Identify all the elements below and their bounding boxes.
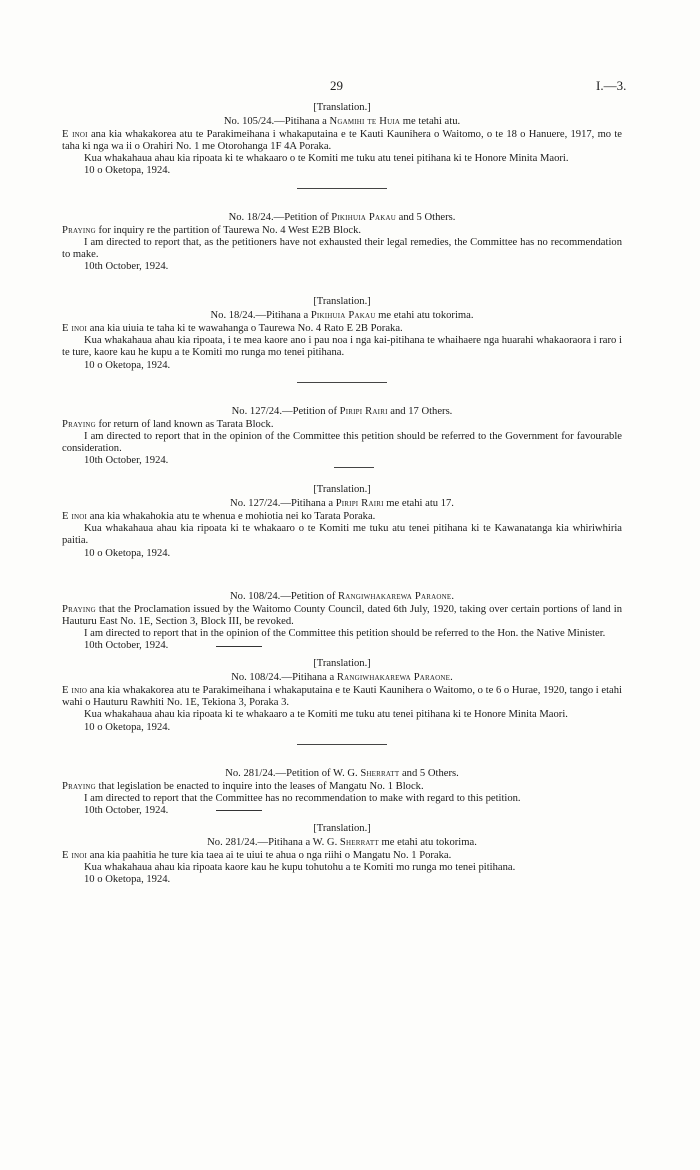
petition-block bbox=[62, 768, 622, 823]
petition-heading bbox=[62, 768, 622, 780]
prayer-text: that the Proclamation issued by the Waitomo County Council, dated 6th July, 1920, taking over certain portions of land in Hauturu East No. 1E, Section 3, Block III, be revoked. bbox=[62, 603, 622, 627]
prayer-text: ana kia uiuia te taha ki te wawahanga o Taurewa No. 4 Rato E 2B Poraka. bbox=[87, 323, 403, 335]
report-paragraph: I am directed to report that, as the petitioners have not exhausted their legal remedies, the Committee has no recommendation to make. bbox=[62, 236, 622, 260]
translation-label: [Translation.] bbox=[313, 484, 371, 496]
heading-prefix: No. 127/24.—Pitihana a bbox=[230, 498, 336, 510]
report-date: 10th October, 1924. bbox=[84, 454, 169, 466]
prayer-text: ana kia whakahokia atu te whenua e mohiotia nei ko Tarata Poraka. bbox=[87, 511, 376, 523]
report-date: 10 o Oketopa, 1924. bbox=[84, 359, 171, 371]
section-divider bbox=[216, 810, 262, 811]
petition-block bbox=[62, 102, 622, 210]
report-paragraph: Kua whakahaua ahau kia ripoata ki te whakaaro o te Komiti me tuku atu tenei pitihana ki te Honore Minita Maori. bbox=[84, 153, 569, 165]
petition-block bbox=[62, 296, 622, 404]
heading-prefix: No. 281/24.—Pitihana a W. G. bbox=[207, 837, 340, 849]
petition-block bbox=[62, 212, 622, 296]
heading-suffix: me etahi atu 17. bbox=[383, 498, 454, 510]
petition-heading bbox=[62, 310, 622, 322]
lead-word: Praying bbox=[62, 224, 96, 236]
translation-label: [Translation.] bbox=[313, 658, 371, 670]
heading-prefix: No. 18/24.—Petition of bbox=[228, 211, 332, 223]
prayer-paragraph bbox=[62, 685, 622, 709]
petitioner-name: Rangiwhakarewa Paraone bbox=[336, 672, 451, 684]
petitioner-name: Piripi Rairi bbox=[339, 405, 388, 417]
prayer-paragraph bbox=[62, 225, 622, 237]
petitioner-name: Ngamihi te Huia bbox=[329, 116, 401, 128]
report-date: 10 o Oketopa, 1924. bbox=[84, 721, 171, 733]
petition-heading bbox=[62, 116, 622, 128]
heading-suffix: . bbox=[450, 672, 453, 684]
report-paragraph: I am directed to report that in the opinion of the Committee this petition should be referred to the Hon. the Native Minister. bbox=[84, 627, 606, 639]
page-header bbox=[0, 78, 700, 94]
petitioner-name: Rangiwhakarewa Paraone bbox=[338, 590, 452, 602]
prayer-paragraph bbox=[62, 604, 622, 628]
petition-heading bbox=[62, 837, 622, 849]
report-paragraph: I am directed to report that the Committee has no recommendation to make with regard to this petition. bbox=[84, 792, 521, 804]
petitioner-name: Piripi Rairi bbox=[335, 498, 384, 510]
prayer-text: that legislation be enacted to inquire into the leases of Mangatu No. 1 Block. bbox=[95, 780, 424, 792]
lead-word: E inoi bbox=[62, 323, 88, 335]
heading-prefix: No. 127/24.—Petition of bbox=[231, 405, 340, 417]
petitioner-name: Pikihuia Pakau bbox=[331, 211, 396, 223]
report-date: 10 o Oketopa, 1924. bbox=[84, 165, 171, 177]
prayer-paragraph bbox=[62, 850, 622, 862]
translation-label: [Translation.] bbox=[313, 296, 371, 308]
lead-word: Praying bbox=[62, 780, 96, 792]
report-date: 10th October, 1924. bbox=[84, 260, 169, 272]
heading-suffix: and 17 Others. bbox=[387, 405, 453, 417]
translation-label: [Translation.] bbox=[313, 823, 371, 835]
petition-block bbox=[62, 591, 622, 658]
prayer-paragraph bbox=[62, 781, 622, 793]
prayer-text: ana kia whakakorea atu te Parakimeihana i whakaputaina e te Kauti Kaunihera o Waitomo, o te 18 o Hanuere, 1917, mo te taha ki nga wa ii o Orahiri No. 1 me Otorohanga 1F 4A Poraka. bbox=[62, 129, 622, 153]
heading-prefix: No. 108/24.—Petition of bbox=[230, 590, 338, 602]
report-paragraph: I am directed to report that in the opinion of the Committee this petition should be referred to the Government for favourable consideration. bbox=[62, 430, 622, 454]
lead-word: E inoi bbox=[62, 850, 88, 862]
paper-reference: I.—3. bbox=[596, 78, 627, 93]
report-date-line bbox=[62, 640, 622, 652]
petitioner-name: Pikihuia Pakau bbox=[310, 310, 376, 322]
report-paragraph: Kua whakahaua ahau kia ripoata kaore kau he kupu tohutohu a te Komiti mo runga mo tenei pitihana. bbox=[84, 862, 516, 874]
prayer-text: for inquiry re the partition of Taurewa No. 4 West E2B Block. bbox=[95, 224, 362, 236]
heading-suffix: me tetahi atu. bbox=[400, 116, 461, 128]
petition-block bbox=[62, 484, 622, 589]
lead-word: E inio bbox=[62, 685, 88, 697]
petition-heading bbox=[62, 498, 622, 510]
heading-prefix: No. 18/24.—Pitihana a bbox=[210, 310, 311, 322]
report-date: 10th October, 1924. bbox=[84, 804, 169, 816]
petition-block bbox=[62, 823, 622, 886]
petition-block bbox=[62, 658, 622, 766]
petition-heading bbox=[62, 672, 622, 684]
prayer-paragraph bbox=[62, 419, 622, 431]
prayer-paragraph bbox=[62, 323, 622, 335]
petitioner-name: Sherratt bbox=[339, 837, 379, 849]
prayer-paragraph bbox=[62, 511, 622, 523]
heading-suffix: me etahi atu tokorima. bbox=[375, 310, 474, 322]
heading-suffix: and 5 Others. bbox=[399, 767, 459, 779]
prayer-text: ana kia whakakorea atu te Parakimeihana i whakaputaina e te Kauti Kaunihera o Waitomo, o te 6 o Hurae, 1920, tango i etahi wahi o Hauturu Rawhiti No. 1E, Tekiona 3, Poraka 3. bbox=[62, 685, 622, 709]
heading-prefix: No. 281/24.—Petition of W. G. bbox=[225, 767, 361, 779]
report-date-line bbox=[62, 805, 622, 817]
petition-block bbox=[62, 406, 622, 484]
heading-prefix: No. 108/24.—Pitihana a bbox=[231, 672, 337, 684]
report-paragraph: Kua whakahaua ahau kia ripoata ki te whakaaro o te Komiti me tuku atu tenei pitihana ki te Kawanatanga kia whiriwhiria paitia. bbox=[62, 523, 622, 547]
document-body bbox=[62, 102, 622, 887]
report-paragraph: Kua whakahaua ahau kia ripoata, i te mea kaore ano i pau noa i nga kai-pitihana te whaihaere nga huarahi whakaoraora i raro i te ture, kaore kau he kupu a te Komiti mo runga mo tenei pitihana. bbox=[62, 335, 622, 359]
translation-label: [Translation.] bbox=[313, 102, 371, 113]
prayer-text: ana kia paahitia he ture kia taea ai te uiui te ahua o nga riihi o Mangatu No. 1 Poraka. bbox=[87, 850, 452, 862]
section-divider bbox=[216, 646, 262, 647]
heading-suffix: . bbox=[451, 590, 454, 602]
prayer-text: for return of land known as Tarata Block. bbox=[95, 418, 274, 430]
petition-heading bbox=[62, 591, 622, 603]
report-date: 10 o Oketopa, 1924. bbox=[84, 547, 171, 559]
report-date: 10 o Oketopa, 1924. bbox=[84, 874, 171, 886]
lead-word: E inoi bbox=[62, 129, 88, 141]
lead-word: E inoi bbox=[62, 511, 88, 523]
report-paragraph: Kua whakahaua ahau kia ripoata ki te whakaaro a te Komiti me tuku atu tenei pitihana ki te Honore Minita Maori. bbox=[84, 709, 568, 721]
lead-word: Praying bbox=[62, 603, 96, 615]
heading-suffix: me etahi atu tokorima. bbox=[378, 837, 477, 849]
lead-word: Praying bbox=[62, 418, 96, 430]
petition-heading bbox=[62, 212, 622, 224]
heading-suffix: and 5 Others. bbox=[395, 211, 456, 223]
prayer-paragraph bbox=[62, 129, 622, 153]
page-number: 29 bbox=[330, 78, 343, 93]
report-date: 10th October, 1924. bbox=[84, 640, 169, 651]
heading-prefix: No. 105/24.—Pitihana a bbox=[223, 116, 330, 128]
petitioner-name: Sherratt bbox=[360, 767, 400, 779]
petition-heading bbox=[62, 406, 622, 418]
